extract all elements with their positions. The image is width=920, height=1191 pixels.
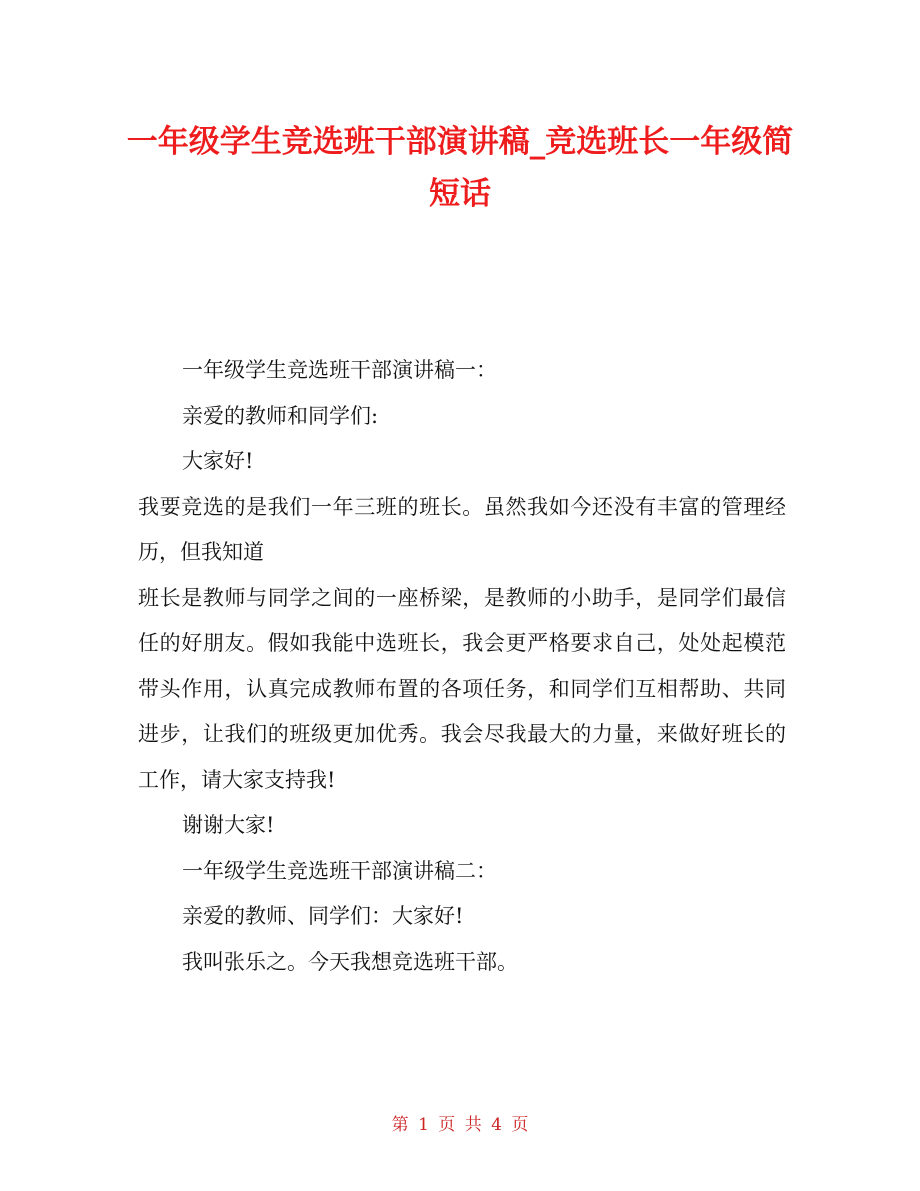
salutation-2: 亲爱的教师、同学们：大家好! [182,904,464,928]
section-heading-1: 一年级学生竞选班干部演讲稿一： [182,358,497,382]
section-heading-2: 一年级学生竞选班干部演讲稿二： [182,858,497,883]
document-body [138,348,786,985]
greeting-1: 大家好! [182,449,254,473]
document-title: 一年级学生竞选班干部演讲稿_竞选班长一年级简短话 [126,124,794,212]
body-paragraph-1: 我要竞选的是我们一年三班的班长。虽然我如今还没有丰富的管理经历，但我知道 [138,494,786,564]
page-footer: 第 1 页 共 4 页 [391,1115,529,1135]
body-paragraph-2: 班长是教师与同学之间的一座桥梁，是教师的小助手，是同学们最信任的好朋友。假如我能中选班长，我会更严格要求自己，处处起模范带头作用，认真完成教师布置的各项任务，和同学们互相帮助、共同进步，让我们的班级更加优秀。我会尽我最大的力量，来做好班长的工作，请大家支持我! [138,585,786,792]
salutation-1: 亲爱的教师和同学们: [182,403,379,428]
body-paragraph-3: 我叫张乐之。今天我想竞选班干部。 [182,949,518,974]
closing-1: 谢谢大家! [182,813,275,837]
